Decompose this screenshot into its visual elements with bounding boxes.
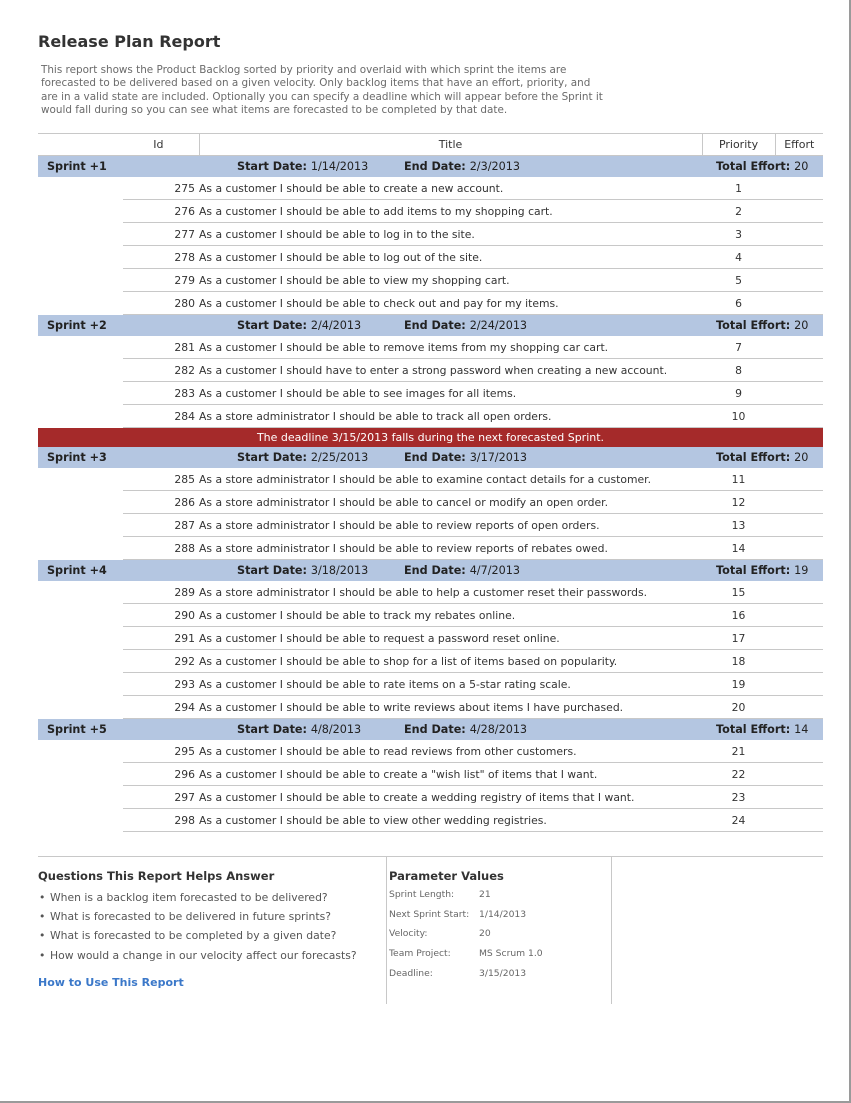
item-title: As a customer I should be able to see images for all items. [199,382,702,405]
table-row[interactable] [38,359,823,382]
item-effort [775,673,823,696]
item-effort [775,292,823,315]
end-date-value: 4/7/2013 [469,564,520,577]
row-indent [38,223,123,246]
row-indent [38,405,123,428]
start-date-value: 2/4/2013 [310,319,362,332]
table-row[interactable] [38,246,823,269]
row-indent [38,537,123,560]
sprint-start-date [237,723,361,736]
item-title: As a customer I should be able to track my rebates online. [199,604,702,627]
row-indent [38,491,123,514]
item-priority: 23 [702,786,775,809]
table-row[interactable] [38,740,823,763]
sprint-start-date [237,451,368,464]
end-date-label: End Date: [404,451,466,464]
sprint-dates [199,560,702,582]
sprint-end-date [404,319,527,332]
start-date-label: Start Date: [237,451,307,464]
table-row[interactable] [38,763,823,786]
row-indent [38,809,123,832]
table-row[interactable] [38,786,823,809]
parameter-label: Team Project: [389,948,451,960]
row-indent [38,650,123,673]
table-row[interactable] [38,405,823,428]
item-id[interactable]: 284 [123,405,199,428]
item-priority: 21 [702,740,775,763]
item-effort [775,740,823,763]
bullet-icon: • [39,910,46,924]
item-effort [775,359,823,382]
item-id[interactable]: 292 [123,650,199,673]
table-row[interactable] [38,491,823,514]
item-priority: 19 [702,673,775,696]
release-plan-table [38,133,823,832]
column-header-effort[interactable]: Effort [775,134,823,156]
item-id[interactable]: 293 [123,673,199,696]
parameter-label: Velocity: [389,928,428,940]
bullet-icon: • [39,929,46,943]
item-title: As a store administrator I should be able to examine contact details for a customer. [199,468,702,491]
item-priority: 6 [702,292,775,315]
footer-column-divider [611,857,612,1004]
item-title: As a customer I should be able to create a new account. [199,177,702,200]
table-row[interactable] [38,200,823,223]
column-header-id[interactable]: Id [38,134,199,156]
start-date-value: 3/18/2013 [310,564,369,577]
sprint-start-date [237,564,368,577]
item-priority: 1 [702,177,775,200]
item-priority: 12 [702,491,775,514]
item-effort [775,604,823,627]
table-row[interactable] [38,673,823,696]
item-id[interactable]: 291 [123,627,199,650]
item-effort [775,405,823,428]
total-effort-label: Total Effort: [716,160,791,173]
sprint-dates [199,719,702,741]
parameter-row [389,889,609,909]
parameter-values-section [389,869,609,987]
table-row[interactable] [38,269,823,292]
start-date-value: 2/25/2013 [310,451,369,464]
item-effort [775,809,823,832]
item-title: As a customer I should be able to add items to my shopping cart. [199,200,702,223]
sprint-end-date [404,564,520,577]
item-effort [775,627,823,650]
item-priority: 15 [702,581,775,604]
total-effort-label: Total Effort: [716,319,791,332]
bullet-icon: • [39,948,46,962]
end-date-value: 3/17/2013 [469,451,528,464]
item-priority: 24 [702,809,775,832]
item-title: As a customer I should be able to remove items from my shopping car cart. [199,336,702,359]
table-row[interactable] [38,537,823,560]
sprint-start-date [237,160,368,173]
bullet-icon: • [39,891,46,904]
item-title: As a customer I should be able to create a wedding registry of items that I want. [199,786,702,809]
sprint-total-effort [702,447,823,468]
parameter-value: MS Scrum 1.0 [479,948,543,960]
start-date-label: Start Date: [237,319,307,332]
total-effort-value: 20 [794,319,809,332]
row-indent [38,581,123,604]
parameters-title: Parameter Values [389,869,504,883]
item-id[interactable]: 287 [123,514,199,537]
item-priority: 13 [702,514,775,537]
item-id[interactable]: 294 [123,696,199,719]
question-item: • How would a change in our velocity affect our forecasts? [39,948,357,962]
row-indent [38,269,123,292]
table-row[interactable] [38,650,823,673]
table-header [38,134,823,156]
parameter-value: 1/14/2013 [479,908,527,920]
item-id[interactable]: 296 [123,763,199,786]
item-id[interactable]: 295 [123,740,199,763]
item-id[interactable]: 282 [123,359,199,382]
start-date-label: Start Date: [237,160,307,173]
item-effort [775,177,823,200]
start-date-label: Start Date: [237,723,307,736]
questions-title: Questions This Report Helps Answer [38,869,275,883]
item-effort [775,650,823,673]
row-indent [38,514,123,537]
sprint-start-date [237,319,361,332]
parameter-label: Next Sprint Start: [389,908,470,920]
row-indent [38,673,123,696]
item-title: As a store administrator I should be able to review reports of rebates owed. [199,537,702,560]
sprint-total-effort [702,560,823,582]
item-effort [775,581,823,604]
item-title: As a customer I should be able to log in to the site. [199,223,702,246]
item-id[interactable]: 278 [123,246,199,269]
item-id[interactable]: 279 [123,269,199,292]
item-priority: 2 [702,200,775,223]
table-row[interactable] [38,604,823,627]
item-id[interactable]: 289 [123,581,199,604]
sprint-header-row [38,156,823,178]
item-title: As a customer I should be able to view my shopping cart. [199,269,702,292]
item-effort [775,200,823,223]
item-priority: 3 [702,223,775,246]
parameter-value: 21 [479,889,491,900]
sprint-end-date [404,451,527,464]
footer-column-divider [386,857,387,1004]
row-indent [38,200,123,223]
item-priority: 22 [702,763,775,786]
question-item: • What is forecasted to be delivered in future sprints? [39,910,331,924]
item-priority: 16 [702,604,775,627]
row-indent [38,763,123,786]
item-effort [775,223,823,246]
row-indent [38,336,123,359]
sprint-dates [199,156,702,178]
table-row[interactable] [38,696,823,719]
sprint-end-date [404,160,520,173]
item-id[interactable]: 275 [123,177,199,200]
item-effort [775,269,823,292]
row-indent [38,696,123,719]
deadline-banner: The deadline 3/15/2013 falls during the next forecasted Sprint. [38,428,823,448]
start-date-label: Start Date: [237,564,307,577]
sprint-dates [199,447,702,468]
item-priority: 14 [702,537,775,560]
item-effort [775,514,823,537]
total-effort-value: 20 [794,160,809,173]
item-id[interactable]: 277 [123,223,199,246]
item-title: As a store administrator I should be able to cancel or modify an open order. [199,491,702,514]
table-row[interactable] [38,581,823,604]
item-effort [775,468,823,491]
report-description: This report shows the Product Backlog sorted by priority and overlaid with which sprint the items are forecasted to be delivered based on a given velocity. Only backlog items that have an effort, priority, and are in a valid state are included. Optionally you can specify a deadline which will appear before the Sprint it would fall during so you can see what items are forecasted to be completed by that date. [41,64,603,116]
row-indent [38,627,123,650]
item-title: As a customer I should be able to check out and pay for my items. [199,292,702,315]
sprint-header-row [38,315,823,337]
parameter-value: 20 [479,928,491,940]
total-effort-label: Total Effort: [716,451,791,464]
row-indent [38,604,123,627]
item-effort [775,786,823,809]
sprint-name: Sprint +4 [38,560,199,582]
item-priority: 20 [702,696,775,719]
sprint-header-row [38,719,823,741]
item-id[interactable]: 290 [123,604,199,627]
item-effort [775,491,823,514]
item-title: As a customer I should have to enter a strong password when creating a new account. [199,359,702,382]
column-header-title[interactable]: Title [199,134,702,156]
question-item: • What is forecasted to be completed by a given date? [39,929,337,943]
item-title: As a customer I should be able to write reviews about items I have purchased. [199,696,702,719]
item-id[interactable]: 280 [123,292,199,315]
table-row[interactable] [38,336,823,359]
item-effort [775,696,823,719]
row-indent [38,382,123,405]
row-indent [38,468,123,491]
row-indent [38,359,123,382]
sprint-name: Sprint +3 [38,447,199,468]
table-body [38,156,823,832]
start-date-value: 4/8/2013 [310,723,362,736]
end-date-value: 2/24/2013 [469,319,528,332]
sprint-header-row [38,447,823,468]
row-indent [38,177,123,200]
item-id[interactable]: 285 [123,468,199,491]
item-title: As a store administrator I should be able to help a customer reset their passwords. [199,581,702,604]
item-effort [775,537,823,560]
end-date-label: End Date: [404,160,466,173]
end-date-label: End Date: [404,564,466,577]
item-effort [775,246,823,269]
item-id[interactable]: 298 [123,809,199,832]
report-title: Release Plan Report [38,32,221,51]
sprint-name: Sprint +5 [38,719,199,741]
start-date-value: 1/14/2013 [310,160,369,173]
questions-list [38,891,378,968]
row-indent [38,292,123,315]
table-row[interactable] [38,292,823,315]
end-date-label: End Date: [404,319,466,332]
table-row[interactable] [38,223,823,246]
total-effort-label: Total Effort: [716,564,791,577]
sprint-dates [199,315,702,337]
deadline-banner-row [38,428,823,448]
parameter-label: Sprint Length: [389,889,455,900]
item-id[interactable]: 276 [123,200,199,223]
table-row[interactable] [38,809,823,832]
column-header-priority[interactable]: Priority [702,134,775,156]
item-title: As a store administrator I should be able to review reports of open orders. [199,514,702,537]
item-priority: 18 [702,650,775,673]
item-effort [775,336,823,359]
item-priority: 8 [702,359,775,382]
total-effort-label: Total Effort: [716,723,791,736]
item-id[interactable]: 288 [123,537,199,560]
item-priority: 9 [702,382,775,405]
item-id[interactable]: 286 [123,491,199,514]
sprint-total-effort [702,156,823,178]
sprint-total-effort [702,315,823,337]
table-row[interactable] [38,627,823,650]
row-indent [38,786,123,809]
end-date-label: End Date: [404,723,466,736]
item-effort [775,763,823,786]
item-title: As a store administrator I should be able to track all open orders. [199,405,702,428]
table-row[interactable] [38,468,823,491]
questions-section [38,869,378,968]
parameter-label: Deadline: [389,967,433,979]
sprint-end-date [404,723,527,736]
item-priority: 7 [702,336,775,359]
how-to-use-link[interactable]: How to Use This Report [38,976,184,989]
item-title: As a customer I should be able to read reviews from other customers. [199,740,702,763]
table-row[interactable] [38,514,823,537]
row-indent [38,246,123,269]
item-priority: 4 [702,246,775,269]
item-priority: 11 [702,468,775,491]
item-title: As a customer I should be able to view other wedding registries. [199,809,702,832]
sprint-name: Sprint +2 [38,315,199,337]
item-priority: 17 [702,627,775,650]
row-indent [38,740,123,763]
sprint-header-row [38,560,823,582]
item-title: As a customer I should be able to shop for a list of items based on popularity. [199,650,702,673]
table-row[interactable] [38,177,823,200]
item-id[interactable]: 283 [123,382,199,405]
item-priority: 5 [702,269,775,292]
item-id[interactable]: 281 [123,336,199,359]
item-priority: 10 [702,405,775,428]
item-id[interactable]: 297 [123,786,199,809]
footer-divider [38,856,823,857]
item-title: As a customer I should be able to rate items on a 5-star rating scale. [199,673,702,696]
parameter-row [389,968,609,988]
sprint-name: Sprint +1 [38,156,199,178]
parameter-value: 3/15/2013 [479,967,527,979]
total-effort-value: 19 [794,564,809,577]
item-effort [775,382,823,405]
total-effort-value: 14 [794,723,809,736]
item-title: As a customer I should be able to request a password reset online. [199,627,702,650]
end-date-value: 4/28/2013 [469,723,528,736]
item-title: As a customer I should be able to create a "wish list" of items that I want. [199,763,702,786]
parameter-row [389,909,609,929]
parameter-row [389,948,609,968]
table-row[interactable] [38,382,823,405]
sprint-total-effort [702,719,823,741]
question-item: • When is a backlog item forecasted to be delivered? [39,891,328,904]
item-title: As a customer I should be able to log out of the site. [199,246,702,269]
total-effort-value: 20 [794,451,809,464]
end-date-value: 2/3/2013 [469,160,520,173]
parameter-row [389,928,609,948]
